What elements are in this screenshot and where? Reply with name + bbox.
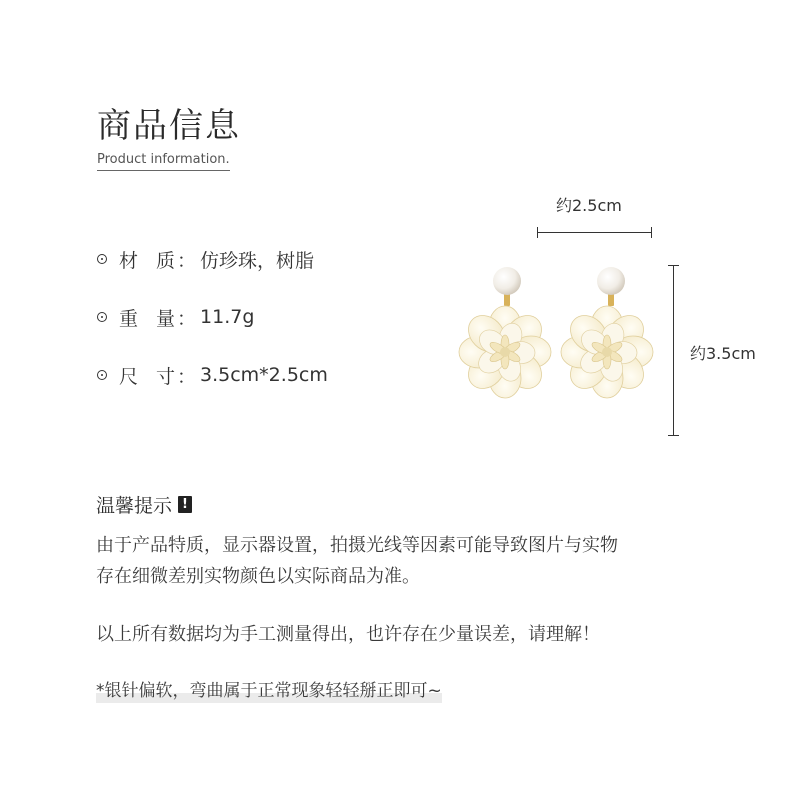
- bullet-icon: [97, 312, 107, 322]
- spec-row-weight: [97, 303, 254, 331]
- pearl-stud-right: [597, 267, 625, 295]
- pearl-stud-left: [493, 267, 521, 295]
- needle-note: [96, 676, 442, 701]
- tips-line-3: 以上所有数据均为手工测量得出，也许存在少量误差，请理解！: [96, 624, 600, 645]
- tips-line-1: 由于产品特质，显示器设置，拍摄光线等因素可能导致图片与实物: [96, 535, 618, 556]
- spec-key: 材 质: [119, 249, 175, 272]
- height-dimension-line: [673, 265, 674, 436]
- spec-row-size: [97, 361, 328, 389]
- flower-right: [561, 306, 653, 398]
- spec-row-material: [97, 245, 314, 273]
- height-dimension-label: 约3.5cm: [690, 344, 756, 363]
- height-dimension-tick-bottom: [668, 435, 679, 436]
- width-dimension-line: [537, 232, 652, 233]
- earrings-product-image: [450, 258, 665, 408]
- bullet-icon: [97, 370, 107, 380]
- spec-key: 重 量: [119, 307, 175, 330]
- page-title: 商品信息: [97, 106, 241, 146]
- spec-key: 尺 寸: [119, 365, 175, 388]
- width-dimension-tick-right: [651, 227, 652, 238]
- width-dimension-label: 约2.5cm: [556, 196, 622, 215]
- height-dimension-tick-top: [668, 265, 679, 266]
- spec-value-size: 3.5cm*2.5cm: [200, 364, 328, 386]
- earring-left: [459, 267, 551, 398]
- tips-heading: 温馨提示 !: [96, 491, 192, 518]
- flower-left: [459, 306, 551, 398]
- earring-right: [561, 267, 653, 398]
- spec-colon: ：: [177, 307, 197, 330]
- spec-value-material: 仿珍珠，树脂: [200, 249, 315, 272]
- needle-note-text: *银针偏软，弯曲属于正常现象轻轻掰正即可~: [96, 681, 442, 701]
- spec-colon: ：: [177, 249, 197, 272]
- spec-value-weight: 11.7g: [200, 306, 255, 328]
- width-dimension-tick-left: [537, 227, 538, 238]
- bullet-icon: [97, 254, 107, 264]
- page-subtitle: Product information.: [97, 152, 230, 171]
- tips-line-2: 存在细微差别实物颜色以实际商品为准。: [96, 566, 420, 587]
- warning-icon: !: [178, 496, 192, 513]
- spec-colon: ：: [177, 365, 197, 388]
